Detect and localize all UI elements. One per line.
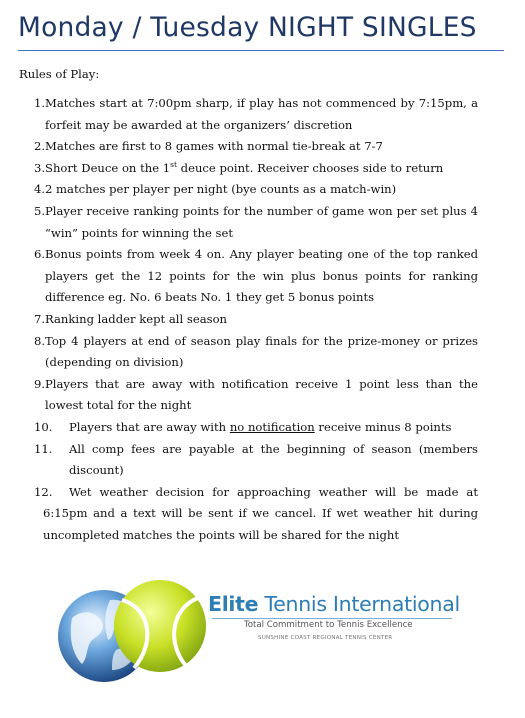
rule-number: 5. [34, 203, 46, 218]
rule-number: 2. [34, 139, 46, 154]
rule-item-3 [34, 158, 478, 180]
rule-number: 4. [34, 182, 46, 197]
rule-number: 3. [34, 160, 46, 175]
rule-item-4 [34, 179, 478, 201]
logo-tagline: Total Commitment to Tennis Excellence [244, 620, 413, 630]
rule-text-part: Short Deuce on the 1 [45, 160, 171, 175]
rule-text: Top 4 players at end of season play finals for the prize-money or prizes (depending on division) [45, 333, 478, 370]
rule-number: 7. [34, 311, 46, 326]
rule-number: 6. [34, 247, 46, 262]
rule-item-1 [34, 93, 478, 136]
rules-list [34, 93, 478, 546]
logo-divider [212, 618, 452, 619]
rules-heading: Rules of Play: [19, 67, 100, 81]
rule-item-2 [34, 136, 478, 158]
rule-number: 11. [34, 441, 53, 456]
rule-text: Players that are away with notification receive 1 point less than the lowest total for the night [45, 376, 478, 413]
rule-text: Matches start at 7:00pm sharp, if play has not commenced by 7:15pm, a forfeit may be awarded at the organizers’ discretion [45, 96, 478, 132]
brand-bold: Elite [208, 592, 259, 616]
rule-item-10 [34, 417, 478, 439]
rule-number: 10. [34, 419, 53, 434]
rule-item-6 [34, 244, 478, 309]
rule-text: Wet weather decision for approaching weather will be made at 6:15pm and a text will be sent if we cancel. If wet weather hit during uncompleted matches the points will be shared for the night [43, 484, 478, 542]
rule-text-part: Players that are away with [69, 419, 230, 434]
rule-number: 8. [34, 333, 46, 348]
rule-item-5 [34, 201, 478, 244]
rule-text [69, 417, 478, 439]
rule-text: 2 matches per player per night (bye counts as a match-win) [45, 182, 397, 197]
rule-item-11 [34, 439, 478, 482]
rule-item-9 [34, 374, 478, 417]
tennis-ball-icon [114, 580, 206, 672]
rule-text: Player receive ranking points for the number of game won per set plus 4 “win” points for winning the set [45, 203, 478, 240]
underlined-text: no notification [229, 419, 315, 434]
rule-item-7 [34, 309, 478, 331]
brand-rest: Tennis International [258, 592, 460, 616]
rule-number: 1. [34, 96, 46, 110]
ordinal-suffix: st [170, 159, 177, 169]
rule-item-12 [34, 482, 478, 547]
logo-brand-name [208, 592, 460, 616]
rule-text-part: receive minus 8 points [314, 419, 452, 434]
logo-subline: SUNSHINE COAST REGIONAL TENNIS CENTER [258, 635, 393, 641]
rule-item-8 [34, 331, 478, 374]
rule-number: 9. [34, 376, 46, 391]
rule-text [45, 158, 478, 180]
title-underline [18, 50, 504, 51]
rule-text: Ranking ladder kept all season [45, 311, 228, 326]
page-title: Monday / Tuesday NIGHT SINGLES [18, 12, 477, 43]
rule-text: Bonus points from week 4 on. Any player beating one of the top ranked players get the 12 points for the win plus bonus points for ranking difference eg. No. 6 beats No. 1 they get 5 bonus points [45, 247, 478, 305]
rule-text: Matches are first to 8 games with normal tie-break at 7-7 [45, 139, 383, 154]
rule-text: All comp fees are payable at the beginning of season (members discount) [69, 441, 478, 478]
rule-text-part: deuce point. Receiver chooses side to return [177, 160, 444, 175]
rule-number: 12. [34, 484, 53, 499]
